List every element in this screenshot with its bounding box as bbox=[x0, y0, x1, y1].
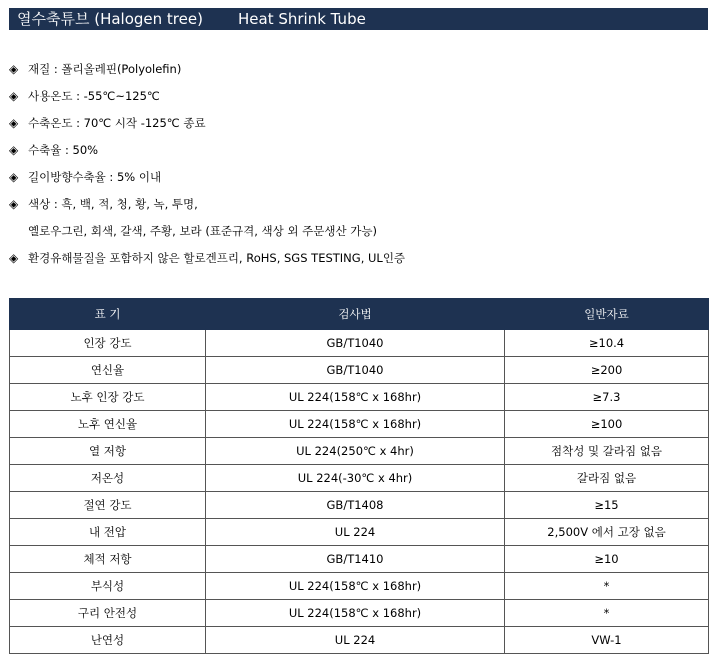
spec-text: 재질 : 폴리올레핀(Polyolefin) bbox=[28, 62, 182, 76]
spec-text: 환경유해물질을 포함하지 않은 할로겐프리, RoHS, SGS TESTING, UL인증 bbox=[28, 251, 406, 265]
table-cell: 갈라짐 없음 bbox=[505, 465, 709, 492]
spec-text: 길이방향수축율 : 5% 이내 bbox=[28, 170, 162, 184]
spec-table bbox=[9, 298, 709, 654]
table-row bbox=[10, 492, 709, 519]
table-cell: UL 224(158℃ x 168hr) bbox=[206, 411, 505, 438]
table-cell: ≥10 bbox=[505, 546, 709, 573]
spec-text: 수축율 : 50% bbox=[28, 143, 99, 157]
table-cell: ≥10.4 bbox=[505, 330, 709, 357]
spec-text: 색상 : 흑, 백, 적, 청, 황, 녹, 투명, bbox=[28, 197, 198, 211]
table-cell: 인장 강도 bbox=[10, 330, 206, 357]
table-row bbox=[10, 600, 709, 627]
table-row bbox=[10, 546, 709, 573]
table-cell: 노후 연신율 bbox=[10, 411, 206, 438]
table-cell: 점착성 및 갈라짐 없음 bbox=[505, 438, 709, 465]
table-cell: ≥200 bbox=[505, 357, 709, 384]
diamond-bullet-icon: ◈ bbox=[9, 197, 19, 211]
diamond-bullet-icon: ◈ bbox=[9, 89, 19, 103]
table-cell: 2,500V 에서 고장 없음 bbox=[505, 519, 709, 546]
table-cell: 난연성 bbox=[10, 627, 206, 654]
table-cell: * bbox=[505, 573, 709, 600]
table-cell: 저온성 bbox=[10, 465, 206, 492]
table-row bbox=[10, 465, 709, 492]
table-cell: GB/T1408 bbox=[206, 492, 505, 519]
table-cell: 열 저항 bbox=[10, 438, 206, 465]
table-cell: 연신율 bbox=[10, 357, 206, 384]
table-cell: 구리 안전성 bbox=[10, 600, 206, 627]
diamond-bullet-icon: ◈ bbox=[9, 170, 19, 184]
table-cell: UL 224(-30℃ x 4hr) bbox=[206, 465, 505, 492]
table-cell: UL 224 bbox=[206, 519, 505, 546]
table-row bbox=[10, 438, 709, 465]
table-header-row bbox=[10, 299, 709, 330]
column-header-item: 표 기 bbox=[10, 299, 206, 330]
table-cell: 절연 강도 bbox=[10, 492, 206, 519]
table-cell: 부식성 bbox=[10, 573, 206, 600]
diamond-bullet-icon: ◈ bbox=[9, 62, 19, 76]
table-cell: ≥100 bbox=[505, 411, 709, 438]
spec-text: 수축온도 : 70℃ 시작 -125℃ 종료 bbox=[28, 116, 206, 130]
table-cell: GB/T1040 bbox=[206, 357, 505, 384]
table-row bbox=[10, 519, 709, 546]
table-row bbox=[10, 384, 709, 411]
table-cell: 체적 저항 bbox=[10, 546, 206, 573]
table-cell: 내 전압 bbox=[10, 519, 206, 546]
column-header-test-method: 검사법 bbox=[206, 299, 505, 330]
table-cell: ≥7.3 bbox=[505, 384, 709, 411]
table-cell: ≥15 bbox=[505, 492, 709, 519]
column-header-typical-value: 일반자료 bbox=[505, 299, 709, 330]
spec-text: 옐로우그린, 회색, 갈색, 주황, 보라 (표준규격, 색상 외 주문생산 가능) bbox=[28, 224, 377, 238]
table-cell: GB/T1410 bbox=[206, 546, 505, 573]
table-row bbox=[10, 573, 709, 600]
table-cell: * bbox=[505, 600, 709, 627]
diamond-bullet-icon: ◈ bbox=[9, 251, 19, 265]
table-cell: GB/T1040 bbox=[206, 330, 505, 357]
table-row bbox=[10, 357, 709, 384]
page-title-korean: 열수축튜브 (Halogen tree) bbox=[17, 10, 203, 28]
table-cell: VW-1 bbox=[505, 627, 709, 654]
table-cell: UL 224(158℃ x 168hr) bbox=[206, 600, 505, 627]
page-title-bar bbox=[9, 8, 708, 30]
diamond-bullet-icon: ◈ bbox=[9, 143, 19, 157]
diamond-bullet-icon: ◈ bbox=[9, 116, 19, 130]
spec-text: 사용온도 : -55℃~125℃ bbox=[28, 89, 160, 103]
table-cell: UL 224(158℃ x 168hr) bbox=[206, 573, 505, 600]
table-cell: 노후 인장 강도 bbox=[10, 384, 206, 411]
table-row bbox=[10, 411, 709, 438]
table-cell: UL 224(158℃ x 168hr) bbox=[206, 384, 505, 411]
table-cell: UL 224 bbox=[206, 627, 505, 654]
table-row bbox=[10, 627, 709, 654]
page-title-english: Heat Shrink Tube bbox=[238, 10, 366, 28]
table-cell: UL 224(250℃ x 4hr) bbox=[206, 438, 505, 465]
table-row bbox=[10, 330, 709, 357]
